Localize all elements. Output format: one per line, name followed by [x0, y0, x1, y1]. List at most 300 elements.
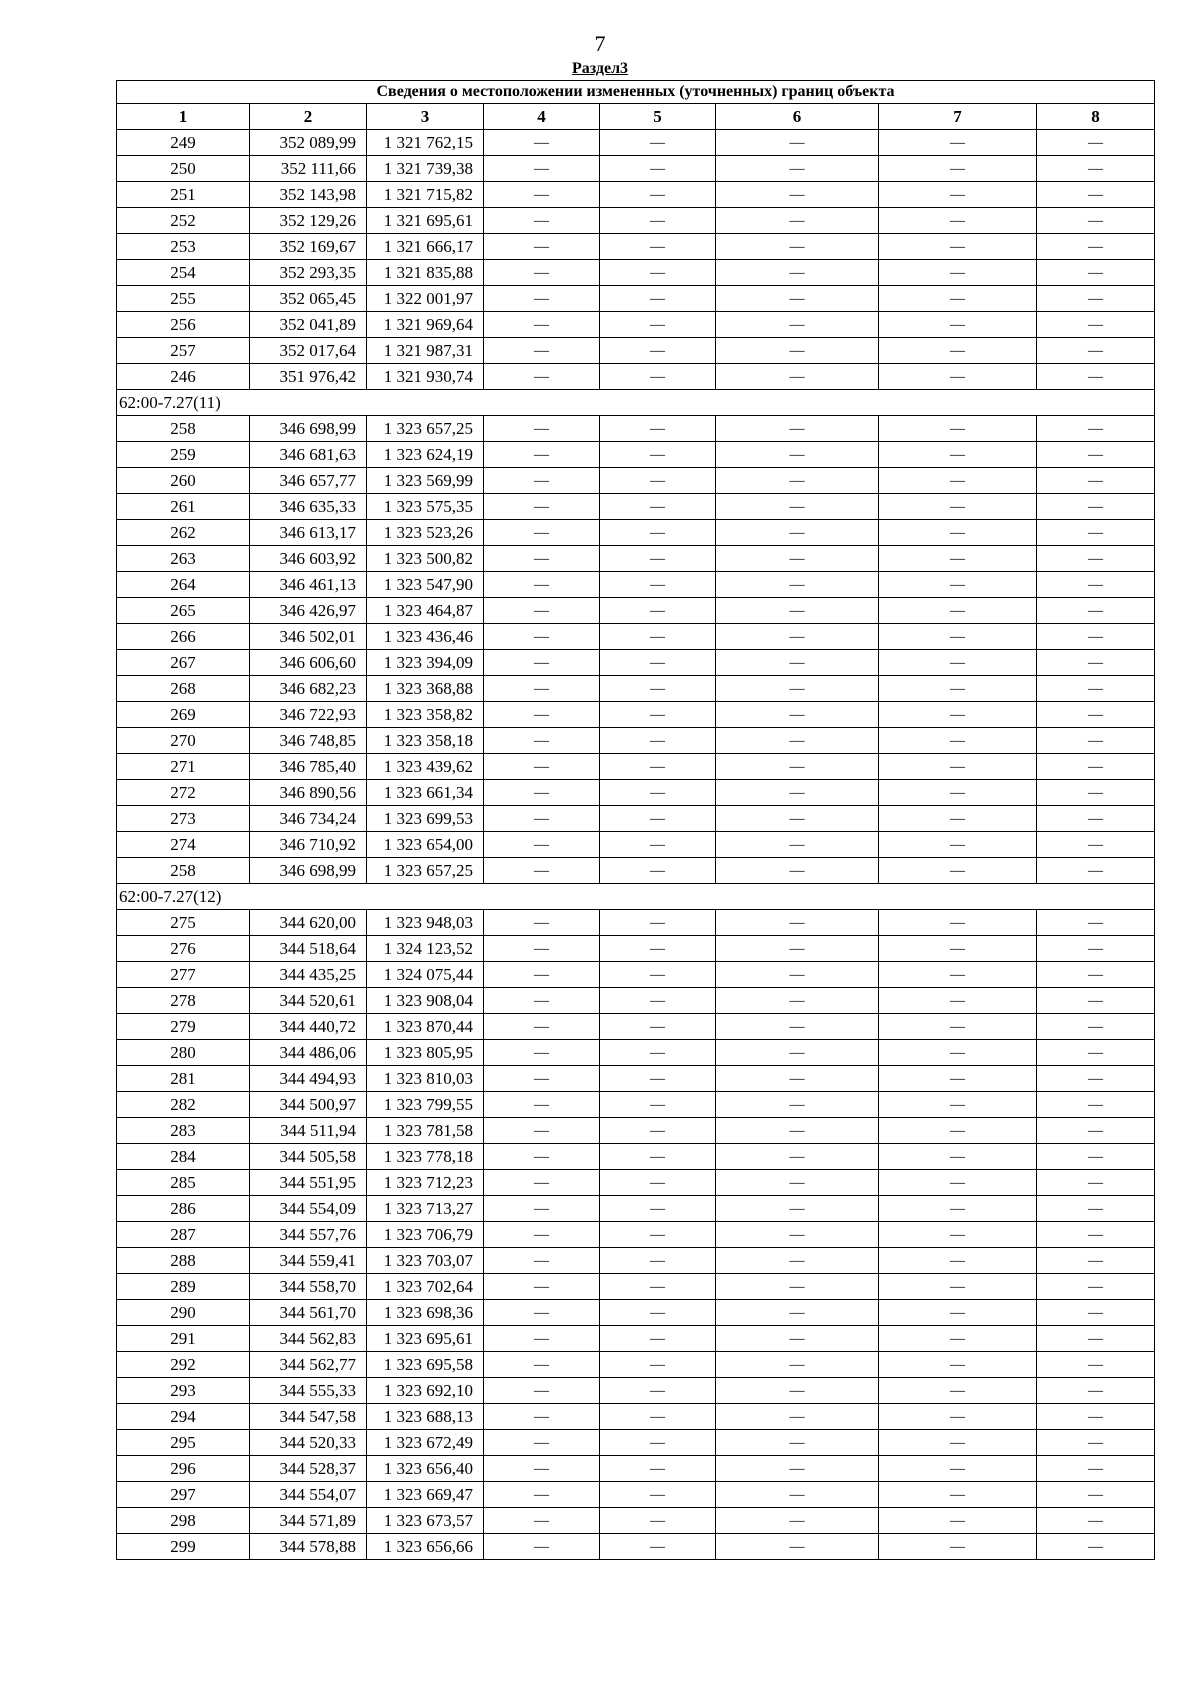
- y-coordinate-cell: 1 323 575,35: [367, 494, 484, 520]
- dash-cell: —: [600, 1326, 716, 1352]
- dash-cell: —: [716, 1404, 879, 1430]
- y-coordinate-cell: 1 323 799,55: [367, 1092, 484, 1118]
- x-coordinate-cell: 346 502,01: [250, 624, 367, 650]
- dash-cell: —: [1037, 910, 1155, 936]
- y-coordinate-cell: 1 324 123,52: [367, 936, 484, 962]
- dash-cell: —: [484, 442, 600, 468]
- dash-cell: —: [716, 988, 879, 1014]
- dash-cell: —: [600, 1248, 716, 1274]
- dash-cell: —: [600, 780, 716, 806]
- dash-cell: —: [716, 832, 879, 858]
- dash-cell: —: [879, 520, 1037, 546]
- point-number-cell: 268: [117, 676, 250, 702]
- table-row: [117, 1508, 1155, 1534]
- dash-cell: —: [600, 1404, 716, 1430]
- y-coordinate-cell: 1 323 703,07: [367, 1248, 484, 1274]
- dash-cell: —: [716, 1170, 879, 1196]
- table-row: [117, 858, 1155, 884]
- point-number-cell: 290: [117, 1300, 250, 1326]
- dash-cell: —: [1037, 520, 1155, 546]
- y-coordinate-cell: 1 323 368,88: [367, 676, 484, 702]
- dash-cell: —: [716, 910, 879, 936]
- dash-cell: —: [484, 1430, 600, 1456]
- table-row: [117, 1040, 1155, 1066]
- dash-cell: —: [879, 754, 1037, 780]
- y-coordinate-cell: 1 323 908,04: [367, 988, 484, 1014]
- table-row: [117, 1222, 1155, 1248]
- x-coordinate-cell: 344 557,76: [250, 1222, 367, 1248]
- table-row: [117, 546, 1155, 572]
- dash-cell: —: [600, 572, 716, 598]
- column-header-6: 6: [716, 104, 879, 130]
- y-coordinate-cell: 1 321 987,31: [367, 338, 484, 364]
- dash-cell: —: [716, 1066, 879, 1092]
- page-number: 7: [594, 31, 606, 56]
- dash-cell: —: [1037, 1248, 1155, 1274]
- x-coordinate-cell: 344 486,06: [250, 1040, 367, 1066]
- dash-cell: —: [484, 962, 600, 988]
- point-number-cell: 255: [117, 286, 250, 312]
- dash-cell: —: [716, 962, 879, 988]
- dash-cell: —: [600, 312, 716, 338]
- table-row: [117, 1144, 1155, 1170]
- point-number-cell: 299: [117, 1534, 250, 1560]
- dash-cell: —: [879, 130, 1037, 156]
- y-coordinate-cell: 1 323 692,10: [367, 1378, 484, 1404]
- dash-cell: —: [600, 1118, 716, 1144]
- dash-cell: —: [600, 130, 716, 156]
- column-header-7: 7: [879, 104, 1037, 130]
- dash-cell: —: [716, 416, 879, 442]
- dash-cell: —: [1037, 1014, 1155, 1040]
- dash-cell: —: [1037, 1066, 1155, 1092]
- x-coordinate-cell: 352 129,26: [250, 208, 367, 234]
- dash-cell: —: [484, 754, 600, 780]
- dash-cell: —: [484, 1352, 600, 1378]
- dash-cell: —: [879, 936, 1037, 962]
- table-row: [117, 1456, 1155, 1482]
- dash-cell: —: [716, 1040, 879, 1066]
- dash-cell: —: [600, 728, 716, 754]
- y-coordinate-cell: 1 323 436,46: [367, 624, 484, 650]
- x-coordinate-cell: 344 505,58: [250, 1144, 367, 1170]
- x-coordinate-cell: 346 606,60: [250, 650, 367, 676]
- dash-cell: —: [716, 286, 879, 312]
- dash-cell: —: [879, 364, 1037, 390]
- dash-cell: —: [1037, 260, 1155, 286]
- dash-cell: —: [716, 182, 879, 208]
- dash-cell: —: [716, 728, 879, 754]
- point-number-cell: 250: [117, 156, 250, 182]
- table-row: [117, 338, 1155, 364]
- dash-cell: —: [600, 442, 716, 468]
- dash-cell: —: [879, 702, 1037, 728]
- dash-cell: —: [716, 1456, 879, 1482]
- column-header-4: 4: [484, 104, 600, 130]
- dash-cell: —: [484, 156, 600, 182]
- dash-cell: —: [716, 520, 879, 546]
- dash-cell: —: [484, 312, 600, 338]
- table-row: [117, 1014, 1155, 1040]
- table-caption-row: [117, 81, 1155, 104]
- dash-cell: —: [716, 312, 879, 338]
- point-number-cell: 253: [117, 234, 250, 260]
- section-title: Раздел3: [571, 60, 629, 77]
- dash-cell: —: [484, 572, 600, 598]
- dash-cell: —: [1037, 1274, 1155, 1300]
- dash-cell: —: [484, 910, 600, 936]
- dash-cell: —: [600, 1378, 716, 1404]
- dash-cell: —: [879, 1092, 1037, 1118]
- point-number-cell: 270: [117, 728, 250, 754]
- dash-cell: —: [484, 234, 600, 260]
- dash-cell: —: [879, 1066, 1037, 1092]
- point-number-cell: 298: [117, 1508, 250, 1534]
- table-row: [117, 442, 1155, 468]
- dash-cell: —: [1037, 1404, 1155, 1430]
- dash-cell: —: [879, 1118, 1037, 1144]
- dash-cell: —: [600, 676, 716, 702]
- dash-cell: —: [879, 858, 1037, 884]
- dash-cell: —: [1037, 208, 1155, 234]
- y-coordinate-cell: 1 324 075,44: [367, 962, 484, 988]
- dash-cell: —: [716, 130, 879, 156]
- y-coordinate-cell: 1 321 695,61: [367, 208, 484, 234]
- point-number-cell: 288: [117, 1248, 250, 1274]
- dash-cell: —: [1037, 1352, 1155, 1378]
- dash-cell: —: [484, 1170, 600, 1196]
- x-coordinate-cell: 344 571,89: [250, 1508, 367, 1534]
- table-row: [117, 130, 1155, 156]
- dash-cell: —: [879, 1248, 1037, 1274]
- dash-cell: —: [1037, 312, 1155, 338]
- dash-cell: —: [484, 546, 600, 572]
- table-row: [117, 156, 1155, 182]
- y-coordinate-cell: 1 323 439,62: [367, 754, 484, 780]
- dash-cell: —: [1037, 1508, 1155, 1534]
- column-header-2: 2: [250, 104, 367, 130]
- dash-cell: —: [1037, 494, 1155, 520]
- x-coordinate-cell: 344 562,83: [250, 1326, 367, 1352]
- dash-cell: —: [484, 520, 600, 546]
- dash-cell: —: [1037, 182, 1155, 208]
- dash-cell: —: [600, 650, 716, 676]
- dash-cell: —: [879, 1040, 1037, 1066]
- x-coordinate-cell: 346 461,13: [250, 572, 367, 598]
- dash-cell: —: [484, 1092, 600, 1118]
- dash-cell: —: [600, 598, 716, 624]
- point-number-cell: 274: [117, 832, 250, 858]
- table-row: [117, 1534, 1155, 1560]
- point-number-cell: 284: [117, 1144, 250, 1170]
- x-coordinate-cell: 346 681,63: [250, 442, 367, 468]
- dash-cell: —: [716, 572, 879, 598]
- y-coordinate-cell: 1 323 657,25: [367, 858, 484, 884]
- x-coordinate-cell: 352 041,89: [250, 312, 367, 338]
- dash-cell: —: [1037, 754, 1155, 780]
- table-row: [117, 1118, 1155, 1144]
- point-number-cell: 262: [117, 520, 250, 546]
- dash-cell: —: [600, 1040, 716, 1066]
- y-coordinate-cell: 1 323 358,82: [367, 702, 484, 728]
- x-coordinate-cell: 352 169,67: [250, 234, 367, 260]
- dash-cell: —: [600, 286, 716, 312]
- dash-cell: —: [879, 910, 1037, 936]
- table-row: [117, 494, 1155, 520]
- dash-cell: —: [484, 650, 600, 676]
- point-number-cell: 254: [117, 260, 250, 286]
- point-number-cell: 246: [117, 364, 250, 390]
- dash-cell: —: [1037, 234, 1155, 260]
- table-row: [117, 234, 1155, 260]
- y-coordinate-cell: 1 323 656,40: [367, 1456, 484, 1482]
- dash-cell: —: [484, 702, 600, 728]
- table-row: [117, 624, 1155, 650]
- table-row: [117, 1352, 1155, 1378]
- x-coordinate-cell: 346 698,99: [250, 858, 367, 884]
- y-coordinate-cell: 1 323 781,58: [367, 1118, 484, 1144]
- dash-cell: —: [1037, 156, 1155, 182]
- point-number-cell: 267: [117, 650, 250, 676]
- y-coordinate-cell: 1 323 698,36: [367, 1300, 484, 1326]
- column-header-row: [117, 104, 1155, 130]
- dash-cell: —: [879, 182, 1037, 208]
- dash-cell: —: [1037, 1144, 1155, 1170]
- point-number-cell: 273: [117, 806, 250, 832]
- dash-cell: —: [879, 416, 1037, 442]
- y-coordinate-cell: 1 323 712,23: [367, 1170, 484, 1196]
- dash-cell: —: [716, 780, 879, 806]
- x-coordinate-cell: 346 682,23: [250, 676, 367, 702]
- dash-cell: —: [879, 1170, 1037, 1196]
- dash-cell: —: [879, 780, 1037, 806]
- dash-cell: —: [716, 1508, 879, 1534]
- dash-cell: —: [600, 234, 716, 260]
- table-row: [117, 286, 1155, 312]
- x-coordinate-cell: 346 748,85: [250, 728, 367, 754]
- point-number-cell: 278: [117, 988, 250, 1014]
- table-caption: Сведения о местоположении измененных (уточненных) границ объекта: [117, 81, 1155, 104]
- x-coordinate-cell: 344 555,33: [250, 1378, 367, 1404]
- x-coordinate-cell: 344 520,61: [250, 988, 367, 1014]
- table-row: [117, 832, 1155, 858]
- dash-cell: —: [600, 468, 716, 494]
- dash-cell: —: [484, 468, 600, 494]
- dash-cell: —: [879, 208, 1037, 234]
- x-coordinate-cell: 346 734,24: [250, 806, 367, 832]
- dash-cell: —: [716, 1274, 879, 1300]
- y-coordinate-cell: 1 323 948,03: [367, 910, 484, 936]
- dash-cell: —: [1037, 1300, 1155, 1326]
- table-row: [117, 936, 1155, 962]
- dash-cell: —: [879, 806, 1037, 832]
- dash-cell: —: [600, 156, 716, 182]
- dash-cell: —: [716, 494, 879, 520]
- dash-cell: —: [600, 364, 716, 390]
- table-row: [117, 650, 1155, 676]
- x-coordinate-cell: 344 520,33: [250, 1430, 367, 1456]
- y-coordinate-cell: 1 323 669,47: [367, 1482, 484, 1508]
- dash-cell: —: [1037, 416, 1155, 442]
- dash-cell: —: [1037, 676, 1155, 702]
- dash-cell: —: [600, 338, 716, 364]
- table-row: [117, 780, 1155, 806]
- point-number-cell: 295: [117, 1430, 250, 1456]
- point-number-cell: 296: [117, 1456, 250, 1482]
- dash-cell: —: [600, 1508, 716, 1534]
- dash-cell: —: [716, 364, 879, 390]
- dash-cell: —: [879, 338, 1037, 364]
- y-coordinate-cell: 1 321 739,38: [367, 156, 484, 182]
- dash-cell: —: [1037, 1092, 1155, 1118]
- dash-cell: —: [484, 208, 600, 234]
- point-number-cell: 286: [117, 1196, 250, 1222]
- point-number-cell: 271: [117, 754, 250, 780]
- dash-cell: —: [716, 650, 879, 676]
- dash-cell: —: [716, 208, 879, 234]
- x-coordinate-cell: 346 657,77: [250, 468, 367, 494]
- dash-cell: —: [879, 572, 1037, 598]
- dash-cell: —: [716, 1430, 879, 1456]
- point-number-cell: 291: [117, 1326, 250, 1352]
- dash-cell: —: [600, 520, 716, 546]
- y-coordinate-cell: 1 323 569,99: [367, 468, 484, 494]
- table-row: [117, 962, 1155, 988]
- dash-cell: —: [1037, 546, 1155, 572]
- dash-cell: —: [600, 1456, 716, 1482]
- dash-cell: —: [484, 494, 600, 520]
- dash-cell: —: [716, 234, 879, 260]
- dash-cell: —: [1037, 1378, 1155, 1404]
- point-number-cell: 261: [117, 494, 250, 520]
- point-number-cell: 265: [117, 598, 250, 624]
- dash-cell: —: [600, 1274, 716, 1300]
- dash-cell: —: [879, 260, 1037, 286]
- point-number-cell: 287: [117, 1222, 250, 1248]
- dash-cell: —: [879, 676, 1037, 702]
- table-row: [117, 520, 1155, 546]
- x-coordinate-cell: 344 494,93: [250, 1066, 367, 1092]
- dash-cell: —: [879, 286, 1037, 312]
- y-coordinate-cell: 1 323 464,87: [367, 598, 484, 624]
- table-row: [117, 182, 1155, 208]
- dash-cell: —: [879, 312, 1037, 338]
- dash-cell: —: [484, 598, 600, 624]
- dash-cell: —: [600, 416, 716, 442]
- dash-cell: —: [1037, 988, 1155, 1014]
- dash-cell: —: [879, 728, 1037, 754]
- table-row: [117, 468, 1155, 494]
- dash-cell: —: [484, 338, 600, 364]
- point-number-cell: 272: [117, 780, 250, 806]
- dash-cell: —: [1037, 728, 1155, 754]
- dash-cell: —: [600, 494, 716, 520]
- dash-cell: —: [716, 754, 879, 780]
- y-coordinate-cell: 1 323 654,00: [367, 832, 484, 858]
- dash-cell: —: [716, 1300, 879, 1326]
- table-row: [117, 1066, 1155, 1092]
- x-coordinate-cell: 344 518,64: [250, 936, 367, 962]
- x-coordinate-cell: 344 620,00: [250, 910, 367, 936]
- point-number-cell: 279: [117, 1014, 250, 1040]
- x-coordinate-cell: 351 976,42: [250, 364, 367, 390]
- dash-cell: —: [600, 546, 716, 572]
- y-coordinate-cell: 1 323 706,79: [367, 1222, 484, 1248]
- point-number-cell: 258: [117, 858, 250, 884]
- x-coordinate-cell: 346 710,92: [250, 832, 367, 858]
- dash-cell: —: [484, 1378, 600, 1404]
- dash-cell: —: [484, 858, 600, 884]
- y-coordinate-cell: 1 323 656,66: [367, 1534, 484, 1560]
- y-coordinate-cell: 1 323 358,18: [367, 728, 484, 754]
- dash-cell: —: [716, 1092, 879, 1118]
- y-coordinate-cell: 1 323 688,13: [367, 1404, 484, 1430]
- dash-cell: —: [600, 1196, 716, 1222]
- dash-cell: —: [1037, 1326, 1155, 1352]
- table-row: [117, 1196, 1155, 1222]
- point-number-cell: 285: [117, 1170, 250, 1196]
- point-number-cell: 297: [117, 1482, 250, 1508]
- dash-cell: —: [600, 754, 716, 780]
- table-row: [117, 806, 1155, 832]
- dash-cell: —: [1037, 858, 1155, 884]
- point-number-cell: 283: [117, 1118, 250, 1144]
- x-coordinate-cell: 344 558,70: [250, 1274, 367, 1300]
- dash-cell: —: [879, 1378, 1037, 1404]
- y-coordinate-cell: 1 321 762,15: [367, 130, 484, 156]
- dash-cell: —: [600, 858, 716, 884]
- dash-cell: —: [1037, 1456, 1155, 1482]
- dash-cell: —: [484, 1300, 600, 1326]
- x-coordinate-cell: 346 785,40: [250, 754, 367, 780]
- dash-cell: —: [879, 1404, 1037, 1430]
- y-coordinate-cell: 1 323 810,03: [367, 1066, 484, 1092]
- dash-cell: —: [716, 858, 879, 884]
- table-row: [117, 988, 1155, 1014]
- point-number-cell: 292: [117, 1352, 250, 1378]
- dash-cell: —: [879, 442, 1037, 468]
- column-header-5: 5: [600, 104, 716, 130]
- dash-cell: —: [716, 702, 879, 728]
- table-row: [117, 598, 1155, 624]
- dash-cell: —: [600, 832, 716, 858]
- point-number-cell: 249: [117, 130, 250, 156]
- table-row: [117, 1404, 1155, 1430]
- y-coordinate-cell: 1 321 835,88: [367, 260, 484, 286]
- dash-cell: —: [1037, 598, 1155, 624]
- dash-cell: —: [879, 1144, 1037, 1170]
- dash-cell: —: [716, 936, 879, 962]
- dash-cell: —: [716, 1144, 879, 1170]
- x-coordinate-cell: 346 613,17: [250, 520, 367, 546]
- dash-cell: —: [484, 728, 600, 754]
- point-number-cell: 251: [117, 182, 250, 208]
- dash-cell: —: [716, 546, 879, 572]
- dash-cell: —: [600, 936, 716, 962]
- dash-cell: —: [879, 1222, 1037, 1248]
- dash-cell: —: [716, 806, 879, 832]
- table-row: [117, 1170, 1155, 1196]
- point-number-cell: 281: [117, 1066, 250, 1092]
- dash-cell: —: [879, 468, 1037, 494]
- dash-cell: —: [716, 1352, 879, 1378]
- coordinates-table: [116, 80, 1155, 1560]
- dash-cell: —: [484, 624, 600, 650]
- dash-cell: —: [716, 1222, 879, 1248]
- x-coordinate-cell: 346 426,97: [250, 598, 367, 624]
- table-row: [117, 1430, 1155, 1456]
- dash-cell: —: [1037, 130, 1155, 156]
